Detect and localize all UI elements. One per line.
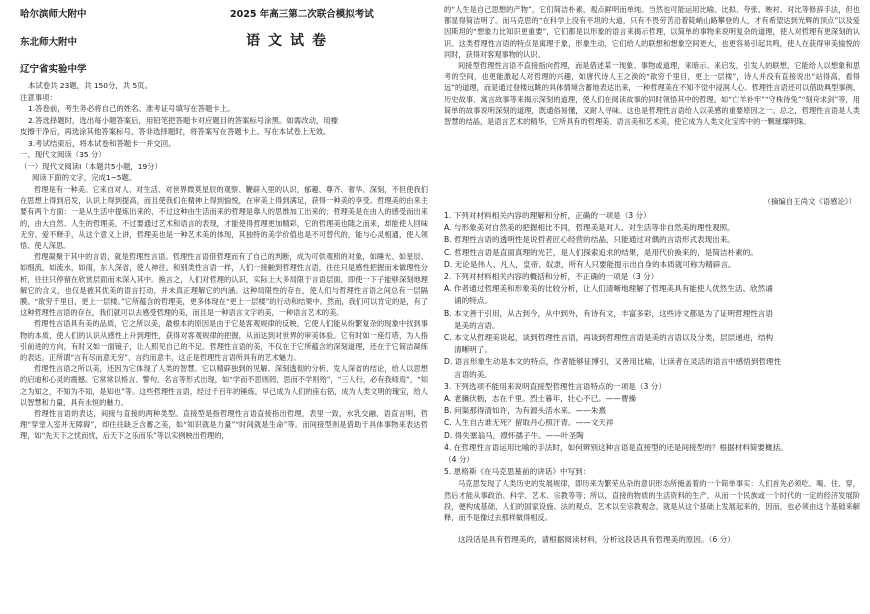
question-2-option-d: D. 语言形象生动是本文的特点，作者能够征博引，又善用比喻，让读者在灵活的语言中感悟到哲理性 <box>444 357 782 367</box>
section-heading: 一、现代文阅读（35 分） <box>20 150 106 159</box>
question-5-quote: 马克思发现了人类历史的发展规律，即历来为繁芜丛杂的意识形态所掩盖着的一个简单事实：人们首先必须吃、喝、住、穿，然后才能从事政治、科学、艺术、宗教等等；所以，直接的物质的生活资料的生产，从而一个民族或一个时代的一定的经济发展阶段，便构成基础，人们的国家设施、法的观点、艺术以至宗教观念，就是从这个基础上发展起来的，因而，也必须由这个基础来解释，而不是像过去那样做得相反。 <box>444 479 860 523</box>
subject-title: 语文试卷 <box>246 33 334 49</box>
question-5: 5. 恩格斯《在马克思墓前的讲话》中写到： <box>444 467 591 477</box>
question-2-option-d-cont: 言语的美。 <box>454 369 492 379</box>
question-1-option-c: C. 哲理性言语是直面真理的光芒，是人们探索追求的结果，是用代价换来的，是简洁朴素的。 <box>444 247 758 257</box>
school-name-3: 辽宁省实验中学 <box>20 64 87 75</box>
school-name-1: 哈尔滨师大附中 <box>20 9 87 20</box>
passage-left <box>20 184 428 610</box>
subsection-heading: （一）现代文阅读Ⅰ（本题共5小题，19分） <box>20 161 162 171</box>
exam-title: 2025 年高三第二次联合模拟考试 <box>230 9 374 20</box>
question-1-option-d: D. 无论是伟人、凡人，皇帝、奴隶，所有人只要能提示出自身的本质就可称为精辟言。 <box>444 259 736 269</box>
question-2-option-c-cont: 清晰明了。 <box>454 345 492 355</box>
notice-2b: 皮擦干净后，再选涂其他答案标号。答非选择题时，将答案写在答题卡上。写在本试卷上无效。 <box>20 127 331 136</box>
question-3-option-b: B. 问渠那得清如许，为有源头活水来。——朱熹 <box>444 406 606 416</box>
question-1: 1. 下列对材料相关内容的理解和分析，正确的一项是（3 分） <box>444 211 651 220</box>
notice-2a: 2.答选择题时，选出每小题答案后，用铅笔把答题卡对应题目的答案标号涂黑。如需改动，用橡 <box>28 115 339 125</box>
passage-source: （摘编自王尚文《语感论》） <box>763 197 856 206</box>
notice-3: 3.考试结束后，将本试卷和答题卡一并交回。 <box>28 138 176 148</box>
question-3-option-c: C. 人生自古谁无死？留取丹心照汗青。——文天祥 <box>444 418 614 428</box>
passage-paragraph: 的“人生是自己思想的产物”，它们简洁朴素，观点鲜明而单纯。当然也可能运用比喻、比拟、夸张、映衬、对比等修辞手法，但也都显得简洁明了。而马克思的“在科学上没有平坦的大道，只有不畏劳苦沿着陡峭山路攀登的人，才有希望达到光辉的顶点”以及爱因斯坦的“想象力比知识更重要”，它们都是以形象的语言来揭示哲理，以简单的事物来说明复杂的道理，使人对哲理有更深刻的认识。这类哲理性言语的特点是寓理于象，形象生动，它们给人的联想和想象空间更大，也更容易引起共鸣，使人在获得审美愉悦的同时，获得对客观事物的认识。 <box>444 5 860 59</box>
school-name-2: 东北师大附中 <box>20 37 78 48</box>
question-2-option-b-cont: 是美的言语。 <box>454 320 500 330</box>
questions-block <box>444 210 860 547</box>
question-3-option-a: A. 老骥伏枥，志在千里。烈士暮年，壮心不已。——曹操 <box>444 394 637 404</box>
question-3-option-d: D. 得失塞翁马，襟怀孺子牛。——叶圣陶 <box>444 430 584 440</box>
question-1-option-a: A. 与形象美对自然美的把握相比不同，哲理美是对人、对生活等非自然美的理性观照。 <box>444 223 735 233</box>
exam-info: 本试卷共 23题，共 150分，共 5页。 <box>28 81 152 90</box>
passage-paragraph: 哲理性言语具有美的品质，它之所以美，最根本的原因是由于它是客观规律的反映，它使人们能从纷繁复杂的现象中找到事物的本质，使人们的认识从感性上升到理性，获得对客观规律的把握，从而达到对世界的审美体验。它有时如一座灯塔，为人指引前进的方向，有时又如一面镜子，让人照见自己的不足。哲理性言语的美，不仅在于它所蕴含的深刻道理，还在于它简洁凝练的表达。正所谓“言有尽而意无穷”，言约而意丰，这正是哲理性言语所具有的艺术魅力。 <box>20 319 428 363</box>
passage-paragraph: 哲理性言语之所以美，还因为它体现了人类的智慧。它以精辟独到的见解、深刻透彻的分析、发人深省的结论，给人以思想的启迪和心灵的震撼。它常常以格言、警句、名言等形式出现，如“学而不思则罔，思而不学则殆”，“三人行，必有我师焉”，“知之为知之，不知为不知，是知也”等。这些哲理性言语，经过千百年的锤炼，早已成为人们的座右铭，成为人类文明的瑰宝，给人以智慧和力量，具有永恒的魅力。 <box>20 364 428 407</box>
question-2-option-a: A. 作者通过哲理美和形象美的比较分析，让人们清晰地理解了哲理美具有能使人优然生活、欣然诵 <box>444 284 773 294</box>
question-3: 3. 下列选项不能用来说明直接型哲理性言语特点的一项是（3 分） <box>444 381 666 391</box>
passage-paragraph: 哲理是有一种美。它来自对人、对生活、对世界微莫星辰的观察、鞭辟入里的认识，郁趣、尊齐、奢华、深刻，不但使我们在思想上得到启发，认识上得到提高，而且使我们在精神上得到愉悦，在审美上得到满足，获得一种美的享受。哲理美的由来主要有两个方面：一是从生活中提炼出来的，不过这种由生活而来的哲理是靠人的思维加工出来的；哲理美是在由人的感受而出来的，由大自然、人生的哲理美，不过要通过艺术和语言的表现，才能使得哲理更加精彩，它的哲理美也随之而来，却能使人回味无穷、爱不释手，从这个意义上讲，哲理美也是一种艺术美的体现，其独特的美学价值也是不可替代的，能与心灵相通，使人领悟、使人深思。 <box>20 185 428 251</box>
passage-paragraph: 哲理凝聚于其中的言语，就是哲理性言语。哲理性言语借哲理而有了自己的判断，成为可供观照的对象，如睡光、如星辰、如细流，如流水，如雨，东人深省，使人神往。和别类性言语一样，人们一接触到哲理性言语，往往只是感性把握而未做理性分析，往往只停留在欣赏层面而未深入其中。换言之，人们对哲理的认识，实际上大多局限于言语层面，即使一下子能够深刻地理解它的含义，也仅是被其优美的语言打动，并未真正理解它的内涵。这种局限性的存在，使人们与哲理性言语之间总有一层隔膜。“欲穷千里目，更上一层楼。”它所蕴含的哲理美，更多体现在“更上一层楼”的行动和结果中。然而，我们可以肯定的是，有了这种哲理性言语的存在，我们就可以去感受哲理的美，而且是一种语言文字的美，一种语言艺术的美。 <box>20 252 428 318</box>
passage-paragraph: 间接型哲理性言语不直接指向哲理，而是借述某一现象、事物或道理，来暗示、来启发，引发人的联想，它能给人以想象和思考的空间，也更能激起人对哲理的兴趣，如唐代诗人王之涣的“欲穷千里目，更上一层楼”，诗人并没有直接说出“站得高，看得远”的道理，而是通过登楼远眺的具体情境含蓄地表达出来，一种哲理美在不知不觉中浸润人心。哲理性言语还可以借助典型事例、历史故事、寓言故事等来揭示深刻的道理，使人们在阅读故事的同时领悟其中的哲理。如“亡羊补牢”“守株待兔”“刻舟求剑”等，用简单的故事说明深刻的道理，既通俗易懂，又耐人寻味。这也是哲理性言语给人以美感的重要原因之一。总之，哲理性言语是人类智慧的结晶，是语言艺术的精华，它所具有的哲理美、语言美和艺术美，使它成为人类文化宝库中的一颗璀璨明珠。 <box>444 61 860 127</box>
question-2-option-b: B. 本文善于引用，从古到今，从中到外，有诗有文，丰富多彩，这些诗文都是为了证明哲理性言语 <box>444 308 773 318</box>
reading-instruction: 阅读下面的文字，完成1~5题。 <box>32 173 137 182</box>
notice-title: 注意事项： <box>20 92 57 102</box>
passage-paragraph: 哲理性言语的表达，间接与直接的两种类型。直接型是指哲理性言语直接指出哲理，表里一致，水乳交融，语直言明，哲理“穿堂入室并无障碍”，却往往缺乏含蓄之美，如“知识就是力量”“时间就是生命”等。而间接型则是借助于具体事物来表达哲理，如“先天下之忧而忧，后天下之乐而乐”等以实例映出哲理的， <box>20 409 428 441</box>
question-4: 4. 在哲理性言语运用比喻的手法时，如何辨别这种言语是直接型的还是间接型的？根据材料简要概括。 <box>444 442 788 452</box>
intro-block <box>20 80 428 184</box>
question-2-option-c: C. 本文从哲理美说起，谈到哲理性言语，再谈到哲理性言语是美的言语以及分类，层层递进，结构 <box>444 333 774 343</box>
question-2-option-a-cont: 诵的特点。 <box>454 296 492 306</box>
notice-1: 1.答卷前，考生务必将自己的姓名、准考证号填写在答题卡上。 <box>28 104 235 113</box>
question-1-option-b: B. 哲理性言语的透明性是说哲者匠心经营的结晶，只能通过对偶的言语形式表现出来。 <box>444 235 736 245</box>
question-4-points: （4 分） <box>444 455 475 465</box>
question-2: 2. 下列对材料相关内容的概括和分析，不正确的一项是（3 分） <box>444 272 659 282</box>
question-5-prompt: 这段话是具有哲理美的，请根据阅读材料，分析这段话具有哲理美的原因。（6 分） <box>458 535 735 545</box>
passage-right <box>444 4 860 194</box>
